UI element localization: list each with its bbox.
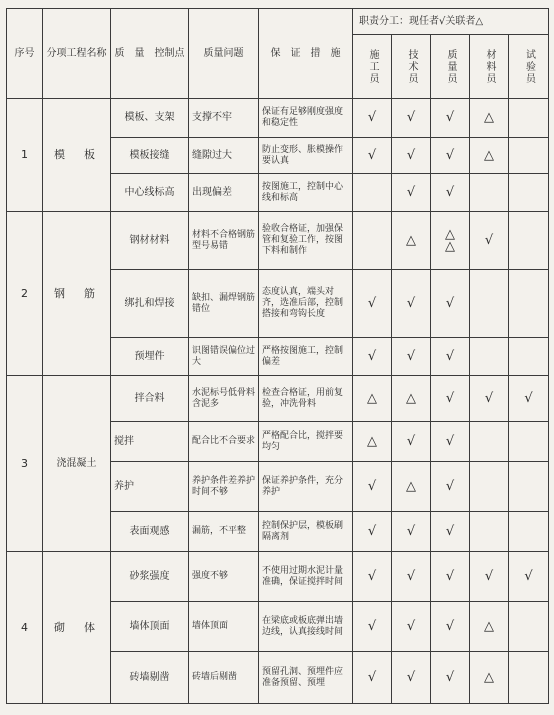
header-measure: 保 证 措 施 [259,9,353,99]
duty-mark: √ [431,99,470,138]
assurance-measure: 检查合格证，用前复验，冲洗骨料 [259,376,353,422]
control-point: 绑扎和焊接 [111,270,189,338]
duty-mark [470,270,509,338]
assurance-measure: 控制保护层，模板刷隔离剂 [259,512,353,552]
duty-mark [470,174,509,212]
duty-mark: √ [509,376,549,422]
header-problem: 质量问题 [189,9,259,99]
header-role-quality: 质量员 [431,35,470,99]
duty-mark: √ [392,422,431,462]
assurance-measure: 预留孔洞、预埋件应准备预留、预埋 [259,652,353,704]
control-point: 模板接缝 [111,138,189,174]
duty-mark [509,99,549,138]
duty-mark: √ [431,174,470,212]
duty-mark: √ [392,512,431,552]
duty-mark: √ [431,270,470,338]
duty-mark: √ [431,338,470,376]
duty-mark: △ △ [431,212,470,270]
control-point: 砂浆强度 [111,552,189,602]
header-control-point: 质 量 控制点 [111,9,189,99]
group-name: 模 板 [43,99,111,212]
header-category: 分项工程名称 [43,9,111,99]
duty-mark: √ [392,602,431,652]
duty-mark: √ [431,462,470,512]
duty-mark [509,270,549,338]
duty-mark: △ [470,138,509,174]
duty-mark: √ [392,99,431,138]
duty-mark: √ [431,512,470,552]
duty-mark: √ [353,462,392,512]
duty-mark: √ [392,270,431,338]
duty-mark [509,174,549,212]
header-role-construction: 施工员 [353,35,392,99]
assurance-measure: 严格按图施工，控制偏差 [259,338,353,376]
quality-problem: 配合比不合要求 [189,422,259,462]
assurance-measure: 保证养护条件，充分养护 [259,462,353,512]
table-row [7,552,549,602]
table-row [7,376,549,422]
quality-problem: 缝隙过大 [189,138,259,174]
group-seq: 1 [7,99,43,212]
duty-mark: √ [470,552,509,602]
duty-mark: √ [431,552,470,602]
duty-mark: √ [431,652,470,704]
duty-mark [353,174,392,212]
duty-mark [509,422,549,462]
duty-mark: △ [470,652,509,704]
assurance-measure: 按图施工，控制中心线和标高 [259,174,353,212]
duty-mark: √ [392,552,431,602]
duty-mark: √ [353,652,392,704]
duty-mark [353,212,392,270]
duty-mark: √ [509,552,549,602]
assurance-measure: 严格配合比，搅拌要均匀 [259,422,353,462]
duty-mark: △ [470,602,509,652]
control-point: 预埋件 [111,338,189,376]
duty-mark: √ [470,376,509,422]
quality-problem: 材料不合格钢筋型号易错 [189,212,259,270]
duty-mark: √ [392,652,431,704]
control-point: 搅拌 [111,422,189,462]
assurance-measure: 防止变形、胀模操作要认真 [259,138,353,174]
quality-problem: 缺扣、漏焊钢筋错位 [189,270,259,338]
duty-mark: √ [392,174,431,212]
duty-mark: △ [353,422,392,462]
header-role-technical: 技术员 [392,35,431,99]
quality-control-table-sheet [6,8,548,708]
duty-mark: √ [353,270,392,338]
duty-mark [509,138,549,174]
quality-problem: 墙体顶面 [189,602,259,652]
group-name: 砌 体 [43,552,111,704]
quality-problem: 漏筋，不平整 [189,512,259,552]
duty-mark: △ [392,376,431,422]
control-point: 模板、支架 [111,99,189,138]
duty-mark: △ [470,99,509,138]
group-seq: 3 [7,376,43,552]
duty-mark [509,512,549,552]
duty-mark: √ [431,602,470,652]
control-point: 中心线标高 [111,174,189,212]
duty-mark: △ [392,212,431,270]
quality-problem: 支撑不牢 [189,99,259,138]
header-seq: 序号 [7,9,43,99]
duty-mark: √ [431,422,470,462]
duty-mark [470,462,509,512]
table-row [7,212,549,270]
control-point: 表面观感 [111,512,189,552]
duty-mark: △ [353,376,392,422]
quality-problem: 出现偏差 [189,174,259,212]
control-point: 钢材材料 [111,212,189,270]
quality-problem: 强度不够 [189,552,259,602]
assurance-measure: 验收合格证，加强保管和复验工作，按图下料和制作 [259,212,353,270]
quality-problem: 养护条件差养护时间不够 [189,462,259,512]
duty-mark [470,512,509,552]
duty-mark: √ [353,552,392,602]
duty-mark: △ [392,462,431,512]
duty-mark: √ [392,138,431,174]
table-row [7,99,549,138]
duty-mark [470,422,509,462]
header-role-testing: 试验员 [509,35,549,99]
duty-mark [509,338,549,376]
duty-mark [470,338,509,376]
quality-problem: 砖墙后剔凿 [189,652,259,704]
group-name: 钢 筋 [43,212,111,376]
assurance-measure: 态度认真，端头对齐，选准后部，控制搭接和弯钩长度 [259,270,353,338]
group-seq: 4 [7,552,43,704]
duty-mark: √ [470,212,509,270]
duty-mark [509,602,549,652]
header-duty-title: 职责分工：现任者√关联者△ [353,9,549,35]
duty-mark: √ [392,338,431,376]
assurance-measure: 在梁底或板底弹出墙边线，认真接线时间 [259,602,353,652]
control-point: 砖墙剔凿 [111,652,189,704]
quality-problem: 识图错误偏位过大 [189,338,259,376]
duty-mark: √ [353,602,392,652]
control-point: 拌合料 [111,376,189,422]
duty-mark: √ [353,138,392,174]
group-seq: 2 [7,212,43,376]
control-point: 养护 [111,462,189,512]
duty-mark: √ [431,376,470,422]
assurance-measure: 保证有足够刚度强度和稳定性 [259,99,353,138]
assurance-measure: 不使用过期水泥计量准确，保证搅拌时间 [259,552,353,602]
duty-mark: √ [353,99,392,138]
quality-problem: 水泥标号低骨料含泥多 [189,376,259,422]
duty-mark [509,462,549,512]
header-role-material: 材料员 [470,35,509,99]
duty-mark: √ [353,512,392,552]
duty-mark: √ [353,338,392,376]
control-point: 墙体顶面 [111,602,189,652]
group-name: 浇混凝土 [43,376,111,552]
duty-mark [509,652,549,704]
duty-mark [509,212,549,270]
duty-mark: √ [431,138,470,174]
quality-control-table [6,8,549,704]
table-body [7,99,549,704]
